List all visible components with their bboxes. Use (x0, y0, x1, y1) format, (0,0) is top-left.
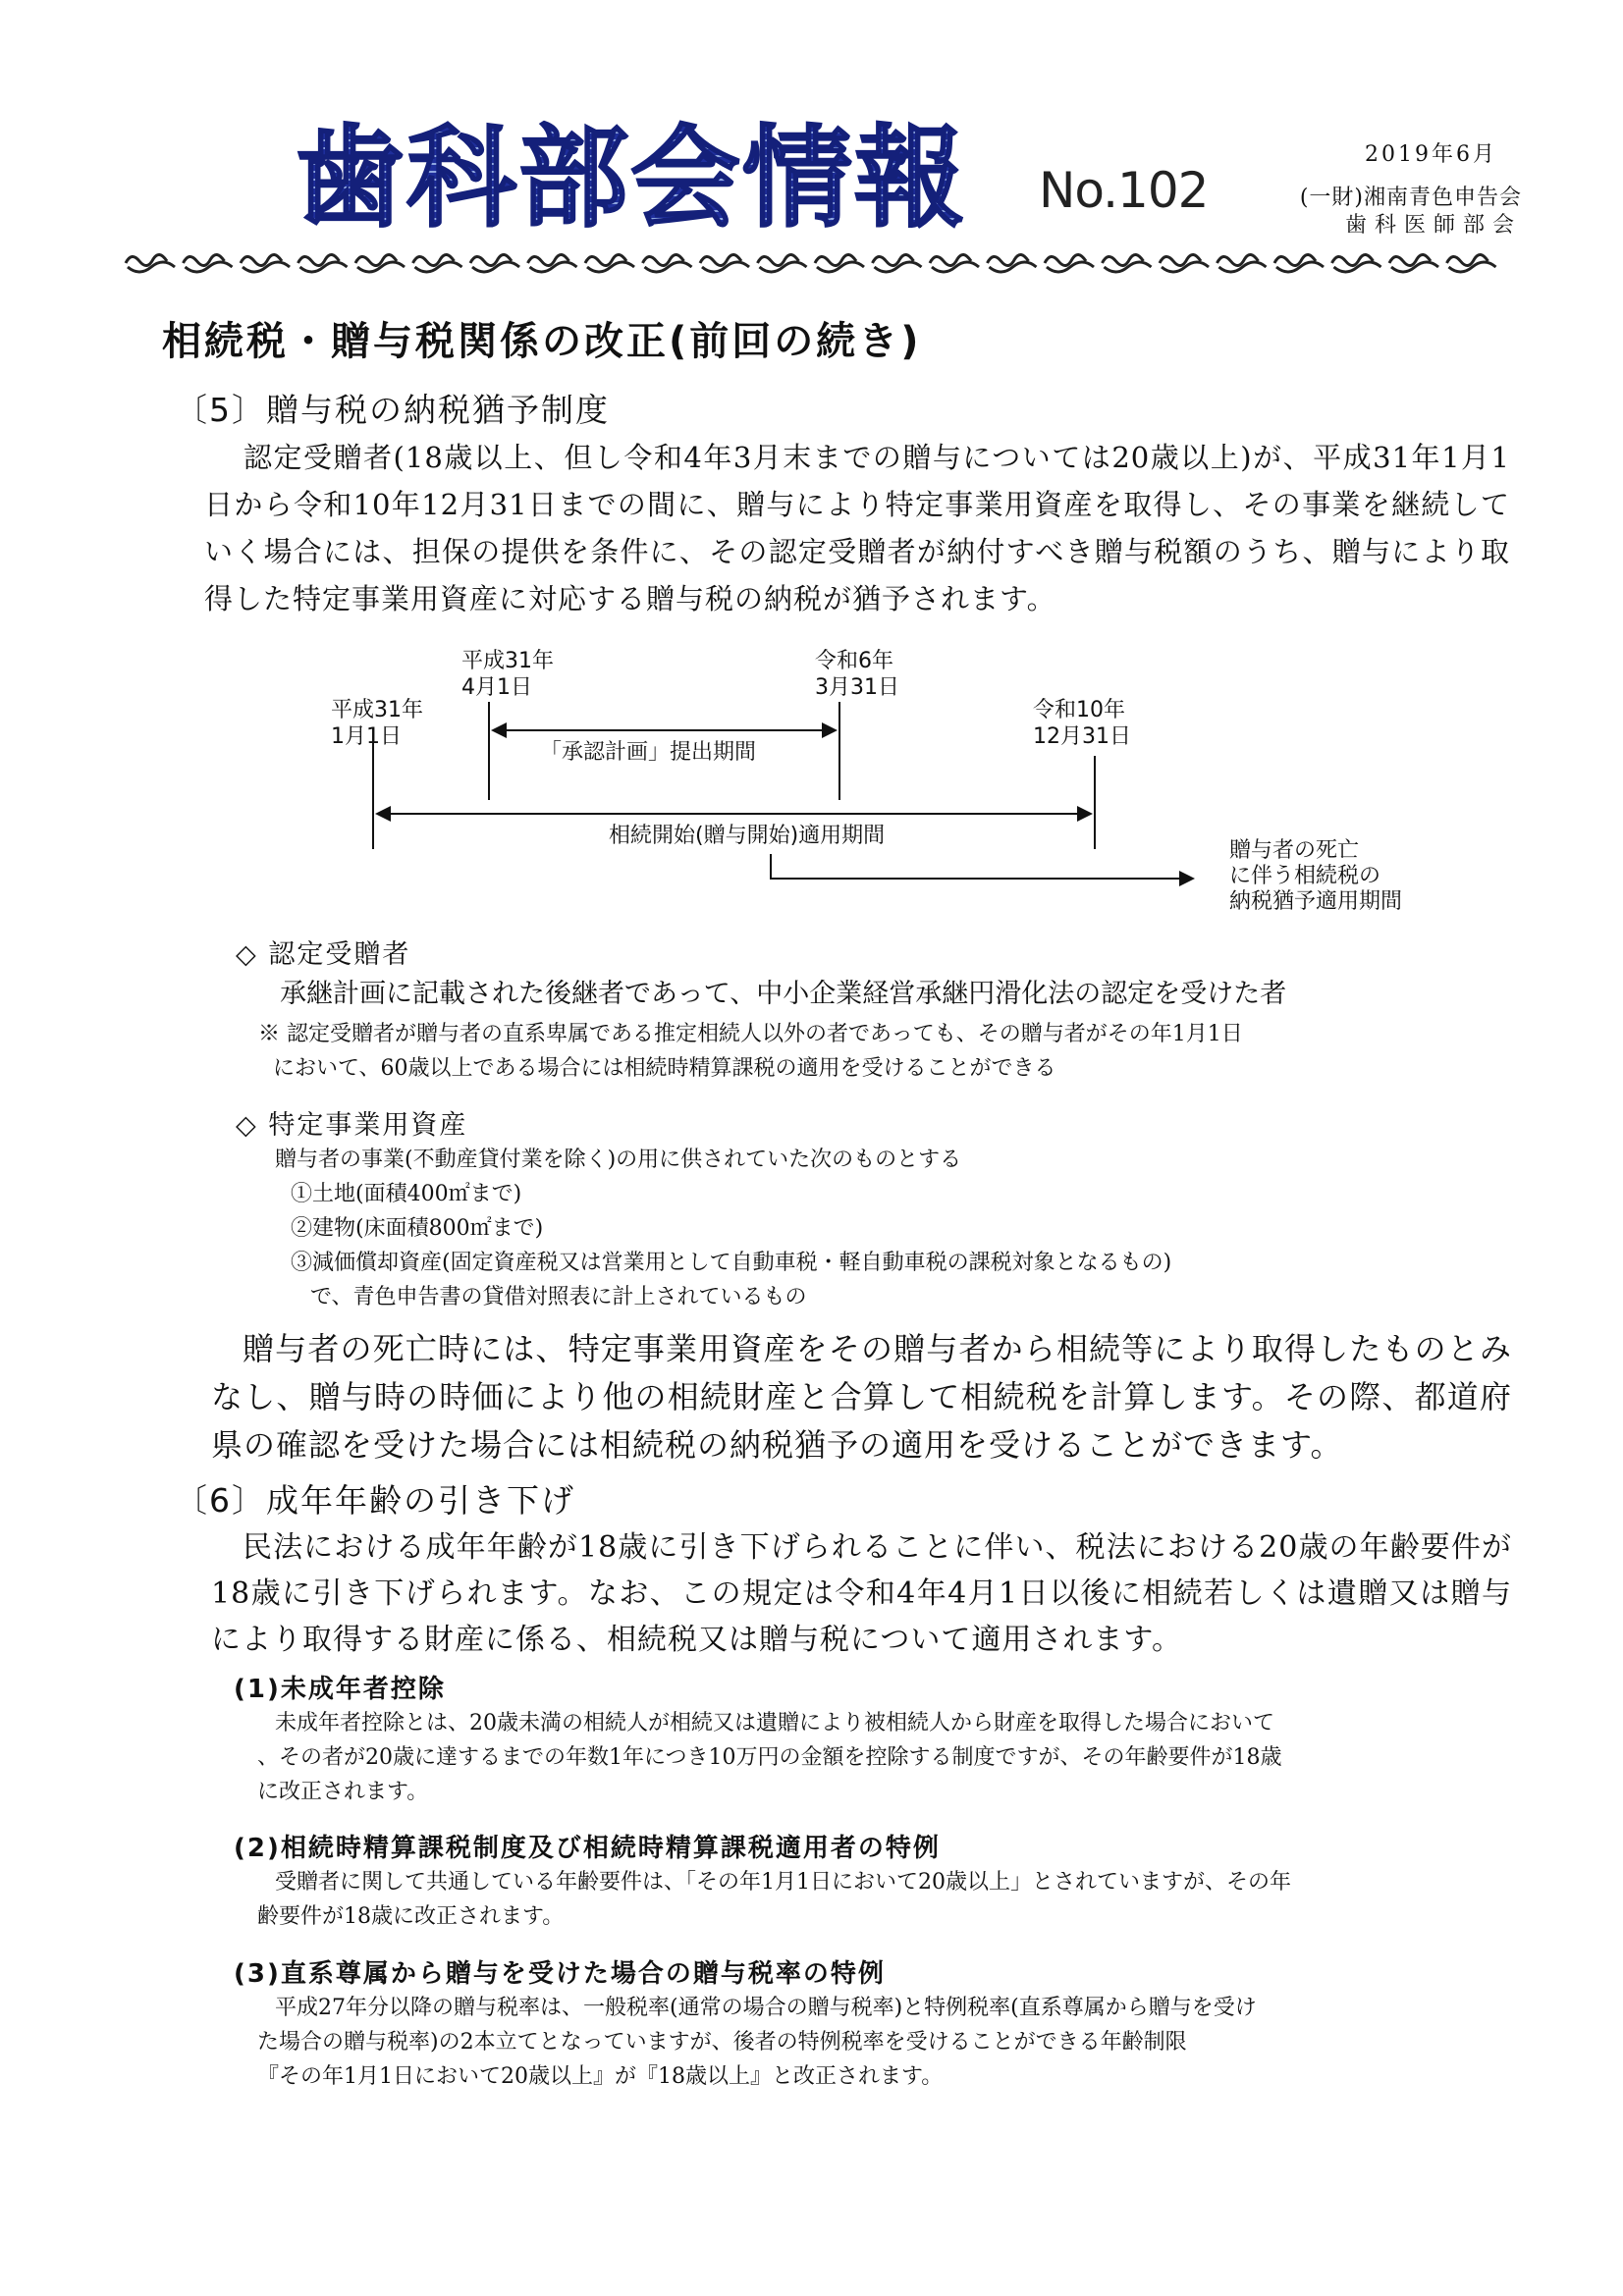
org-line-2: 歯科医師部会 (1344, 213, 1522, 238)
border-motif (126, 254, 175, 272)
sub3-line-2: た場合の贈与税率)の2本立てとなっていますが、後者の特例税率を受けることができる年齢制限 (257, 2030, 1187, 2055)
death-arrow (771, 854, 1183, 879)
timeline-plan-end-day: 3月31日 (815, 675, 899, 700)
timeline-start-day: 1月1日 (331, 724, 402, 749)
section5-intro: 認定受贈者(18歳以上、但し令和4年3月末までの贈与については20歳以上)が、平成31年1月1日から令和10年12月31日までの間に、贈与により特定事業用資産を取得し、その事業を継続していく場合には、担保の提供を条件に、その認定受贈者が納付すべき贈与税額のうち、贈与により取得した特定事業用資産に対応する贈与税の納税が猶予されます。 (204, 441, 1510, 615)
asset-building: ②建物(床面積800㎡まで) (291, 1216, 544, 1241)
border-motif (1389, 254, 1438, 272)
sub1-line-3: に改正されます。 (257, 1780, 429, 1804)
organization (1276, 185, 1522, 240)
border-motif (1332, 254, 1381, 272)
sub3-line-1: 平成27年分以降の贈与税率は、一般税率(通常の場合の贈与税率)と特例税率(直系尊属から贈与を受け (275, 1996, 1257, 2020)
border-motif (528, 254, 577, 272)
border-motif (873, 254, 922, 272)
border-motif (1160, 254, 1209, 272)
sub2-line-1: 受贈者に関して共通している年齢要件は、「その年1月1日において20歳以上」とされていますが、その年 (275, 1870, 1291, 1895)
border-motif (700, 254, 749, 272)
recipient-text: 承継計画に記載された後継者であって、中小企業経営承継円滑化法の認定を受けた者 (280, 979, 1287, 1009)
border-motif (1045, 254, 1094, 272)
border-motif (241, 254, 290, 272)
death-label-2: に伴う相続税の (1229, 864, 1381, 888)
border-motif (413, 254, 462, 272)
border-motif (184, 254, 233, 272)
apply-arrow-right (1077, 806, 1093, 822)
timeline-plan-start-year: 平成31年 (461, 649, 554, 673)
border-motif (758, 254, 807, 272)
timeline-start-year: 平成31年 (331, 698, 423, 722)
issue-number: No.102 (1039, 162, 1209, 219)
sub3-line-3: 『その年1月1日において20歳以上』が『18歳以上』と改正されます。 (257, 2064, 944, 2089)
section5-closing: 贈与者の死亡時には、特定事業用資産をその贈与者から相続等により取得したものとみなし、贈与時の時価により他の相続財産と合算して相続税を計算します。その際、都道府県の確認を受けた場合には相続税の納税猶予の適用を受けることができます。 (211, 1330, 1512, 1464)
recipient-heading: ◇ 認定受贈者 (236, 939, 411, 970)
apply-arrow-left (375, 806, 391, 822)
border-motif (298, 254, 348, 272)
plan-arrow-right (822, 722, 838, 738)
svg-text:歯科部会情報: 歯科部会情報 (295, 115, 966, 240)
plan-period-label: 「承認計画」提出期間 (540, 740, 757, 765)
masthead-title (295, 103, 1011, 240)
issue-date: 2019年6月 (1365, 142, 1497, 167)
decorative-border (118, 247, 1512, 277)
section6-intro: 民法における成年年齢が18歳に引き下げられることに伴い、税法における20歳の年齢要件が18歳に引き下げられます。なお、この規定は令和4年4月1日以後に相続若しくは遺贈又は贈与により取得する財産に係る、相続税又は贈与税について適用されます。 (211, 1530, 1512, 1657)
recipient-note-1: ※ 認定受贈者が贈与者の直系卑属である推定相続人以外の者であっても、その贈与者がその年1月1日 (258, 1022, 1243, 1046)
border-motif (470, 254, 519, 272)
sub2-line-2: 齢要件が18歳に改正されます。 (257, 1904, 565, 1929)
sub1-line-1: 未成年者控除とは、20歳未満の相続人が相続又は遺贈により被相続人から財産を取得した場合において (275, 1711, 1274, 1735)
plan-arrow-left (491, 722, 507, 738)
timeline-end-day: 12月31日 (1033, 724, 1131, 749)
timeline-plan-start-day: 4月1日 (461, 675, 532, 700)
main-heading: 相続税・贈与税関係の改正(前回の続き) (162, 319, 922, 364)
sub2-heading: (2)相続時精算課税制度及び相続時精算課税適用者の特例 (234, 1834, 941, 1863)
death-label-1: 贈与者の死亡 (1229, 838, 1360, 863)
border-motif (355, 254, 405, 272)
timeline-end-year: 令和10年 (1033, 698, 1125, 722)
section5-heading: 〔5〕贈与税の納税猶予制度 (175, 391, 610, 429)
asset-land: ①土地(面積400㎡まで) (291, 1182, 522, 1206)
sub3-heading: (3)直系尊属から贈与を受けた場合の贈与税率の特例 (234, 1959, 886, 1989)
recipient-note-2: において、60歳以上である場合には相続時精算課税の適用を受けることができる (273, 1056, 1056, 1081)
timeline-plan-end-year: 令和6年 (815, 649, 893, 673)
border-motif (1447, 254, 1496, 272)
assets-intro: 贈与者の事業(不動産貸付業を除く)の用に供されていた次のものとする (275, 1148, 962, 1172)
death-label-3: 納税猶予適用期間 (1229, 889, 1403, 914)
border-motif (1217, 254, 1267, 272)
asset-depreciable: ③減価償却資産(固定資産税又は営業用として自動車税・軽自動車税の課税対象となるもの) (291, 1251, 1172, 1275)
border-motif (815, 254, 864, 272)
border-motif (585, 254, 634, 272)
border-motif (643, 254, 692, 272)
sub1-heading: (1)未成年者控除 (234, 1675, 446, 1704)
apply-period-label: 相続開始(贈与開始)適用期間 (609, 824, 886, 848)
org-line-1: (一財)湘南青色申告会 (1299, 186, 1522, 210)
border-motif (1103, 254, 1152, 272)
timeline-diagram (295, 638, 1473, 933)
assets-heading: ◇ 特定事業用資産 (236, 1110, 468, 1141)
sub1-line-2: 、その者が20歳に達するまでの年数1年につき10万円の金額を控除する制度ですが、その年齢要件が18歳 (257, 1745, 1282, 1770)
death-arrow-head (1179, 871, 1195, 886)
border-motif (930, 254, 979, 272)
border-motif (1274, 254, 1324, 272)
asset-depreciable-cont: で、青色申告書の貸借対照表に計上されているもの (310, 1285, 807, 1309)
border-motif (988, 254, 1037, 272)
section6-heading: 〔6〕成年年齢の引き下げ (175, 1481, 575, 1520)
